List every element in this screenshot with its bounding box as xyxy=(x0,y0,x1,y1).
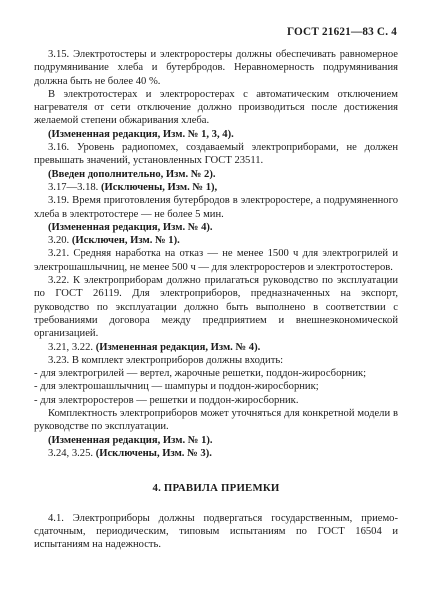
clause-3-19: 3.19. Время приготовления бутербродов в электроростере, а подрумяненного хлеба в электротостере — не более 5 мин. xyxy=(34,195,398,220)
list-item: - для электроростеров — решетки и поддон-жиросборник. xyxy=(34,394,299,406)
completeness-note: Комплектность электроприборов может уточняться для конкретной модели в руководстве по эксплуатации. xyxy=(34,408,398,433)
list-item-text: для электроростеров — решетки и поддон-жиросборник. xyxy=(40,394,299,406)
list-item: - для электрошашлычниц — шампуры и поддон-жиросборник; xyxy=(34,381,319,393)
clause-4-1: 4.1. Электроприборы должны подвергаться государственным, приемо-сдаточным, периодическим, типовым испытаниям по ГОСТ 16504 и испытаниям на надежность. xyxy=(34,512,398,551)
clause-number: 3.24, 3.25. xyxy=(48,447,94,459)
clause-3-22: 3.22. К электроприборам должно прилагаться руководство по эксплуатации по ГОСТ 26119. Для электроприборов, предназначенных на экспорт, руководство по эксплуатации должно быть выполнено в соответствии с требованиями договора между предприятием и внешнеэкономической организацией. xyxy=(34,275,398,340)
amendment-note: (Исключены, Изм. № 3). xyxy=(95,447,212,459)
clause-number: 3.17—3.18. xyxy=(48,181,99,193)
amendment-note: (Измененная редакция, Изм. № 4). xyxy=(95,341,261,353)
page-header: ГОСТ 21621—83 С. 4 xyxy=(286,26,397,38)
clause-3-24-3-25 xyxy=(34,447,398,460)
amendment-note: (Измененная редакция, Изм. № 4). xyxy=(48,221,213,233)
clause-3-20 xyxy=(34,234,398,247)
clause-3-15-auto-off: В электротостерах и электроростерах с автоматическим отключением нагревателя от сети отключение должно производиться после достижения желаемой степени обжаривания хлеба. xyxy=(34,88,398,127)
clause-3-23: 3.23. В комплект электроприборов должны входить: xyxy=(48,354,284,366)
list-item-text: для электрошашлычниц — шампуры и поддон-жиросборник; xyxy=(40,381,319,393)
clause-3-21: 3.21. Средняя наработка на отказ — не менее 1500 ч для электрогрилей и электрошашлычниц, не менее 500 ч — для электроростеров и электротостеров. xyxy=(34,248,398,273)
amendment-note: (Измененная редакция, Изм. № 1). xyxy=(48,434,213,446)
clause-3-15: 3.15. Электротостеры и электроростеры должны обеспечивать равномерное подрумянивание хлеба и бутербродов. Неравномерность подрумянивания должна быть не более 40 %. xyxy=(34,49,398,87)
amendment-note: (Введен дополнительно, Изм. № 2). xyxy=(48,168,216,180)
clause-number: 3.20. xyxy=(48,235,70,247)
list-item-text: для электрогрилей — вертел, жарочные решетки, поддон-жиросборник; xyxy=(40,368,367,380)
clause-number: 3.21, 3.22. xyxy=(48,341,94,353)
amendment-note: (Измененная редакция, Изм. № 1, 3, 4). xyxy=(48,128,234,140)
document-body xyxy=(34,48,398,551)
amendment-note: (Исключены, Изм. № 1), xyxy=(100,181,218,193)
amendment-note: (Исключен, Изм. № 1). xyxy=(71,235,180,247)
clause-3-21-3-22 xyxy=(34,341,398,354)
clause-3-17-3-18 xyxy=(34,181,398,194)
list-item: - для электрогрилей — вертел, жарочные решетки, поддон-жиросборник; xyxy=(34,368,367,380)
section-heading: 4. ПРАВИЛА ПРИЕМКИ xyxy=(152,482,280,495)
clause-3-16: 3.16. Уровень радиопомех, создаваемый электроприборами, не должен превышать значений, установленных ГОСТ 23511. xyxy=(34,142,398,167)
